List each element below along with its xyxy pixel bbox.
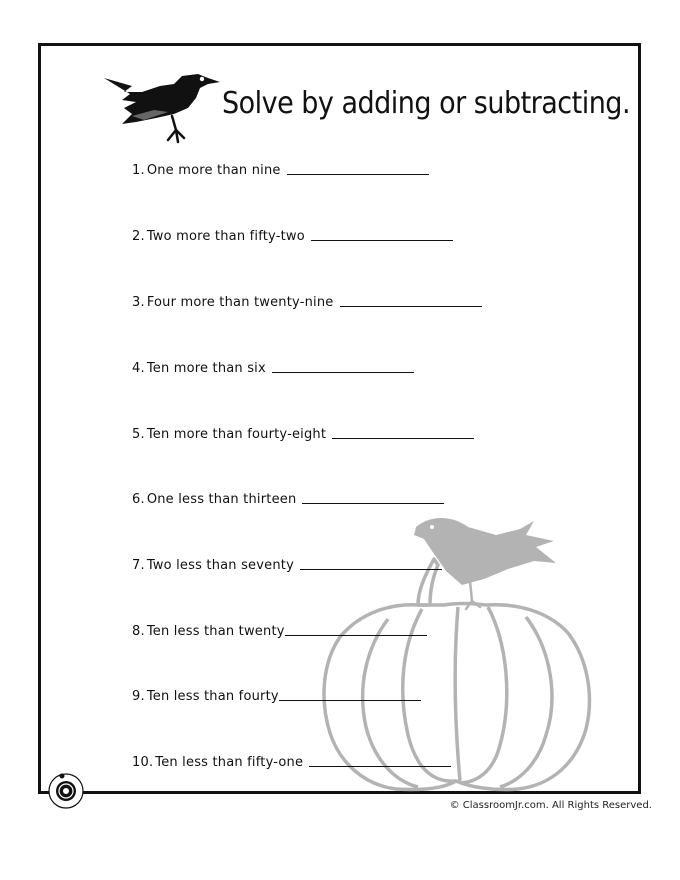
copyright-text: © ClassroomJr.com. All Rights Reserved. — [449, 800, 652, 811]
question-4 — [132, 356, 414, 376]
question-text: Ten more than six — [146, 361, 266, 376]
question-1 — [132, 158, 429, 178]
question-text: Four more than twenty-nine — [146, 295, 334, 310]
question-number: 10. — [132, 755, 154, 770]
planet-logo-icon — [47, 772, 85, 810]
question-text: Two less than seventy — [146, 558, 294, 573]
question-number: 3. — [132, 295, 145, 310]
page-title: Solve by adding or subtracting. — [222, 86, 631, 121]
answer-line[interactable] — [311, 240, 453, 241]
question-text: One less than thirteen — [146, 492, 297, 507]
answer-line[interactable] — [285, 635, 427, 636]
crow-icon — [102, 70, 222, 146]
question-text: Two more than fifty-two — [146, 229, 305, 244]
question-6 — [132, 487, 444, 507]
question-5 — [132, 422, 474, 442]
question-number: 6. — [132, 492, 145, 507]
question-text: Ten less than fifty-one — [155, 755, 304, 770]
answer-line[interactable] — [287, 174, 429, 175]
question-text: Ten less than fourty — [146, 689, 279, 704]
answer-line[interactable] — [332, 438, 474, 439]
question-number: 4. — [132, 361, 145, 376]
question-number: 7. — [132, 558, 145, 573]
question-8 — [132, 619, 427, 639]
answer-line[interactable] — [300, 569, 442, 570]
answer-line[interactable] — [340, 306, 482, 307]
question-number: 2. — [132, 229, 145, 244]
question-number: 9. — [132, 689, 145, 704]
answer-line[interactable] — [302, 503, 444, 504]
question-2 — [132, 224, 453, 244]
question-number: 8. — [132, 624, 145, 639]
pumpkin-icon — [320, 505, 592, 792]
question-text: Ten more than fourty-eight — [146, 427, 327, 442]
question-text: One more than nine — [146, 163, 281, 178]
question-3 — [132, 290, 482, 310]
answer-line[interactable] — [272, 372, 414, 373]
question-10 — [132, 750, 451, 770]
question-7 — [132, 553, 442, 573]
answer-line[interactable] — [279, 700, 421, 701]
question-text: Ten less than twenty — [146, 624, 285, 639]
question-9 — [132, 684, 421, 704]
question-number: 1. — [132, 163, 145, 178]
question-number: 5. — [132, 427, 145, 442]
answer-line[interactable] — [309, 766, 451, 767]
